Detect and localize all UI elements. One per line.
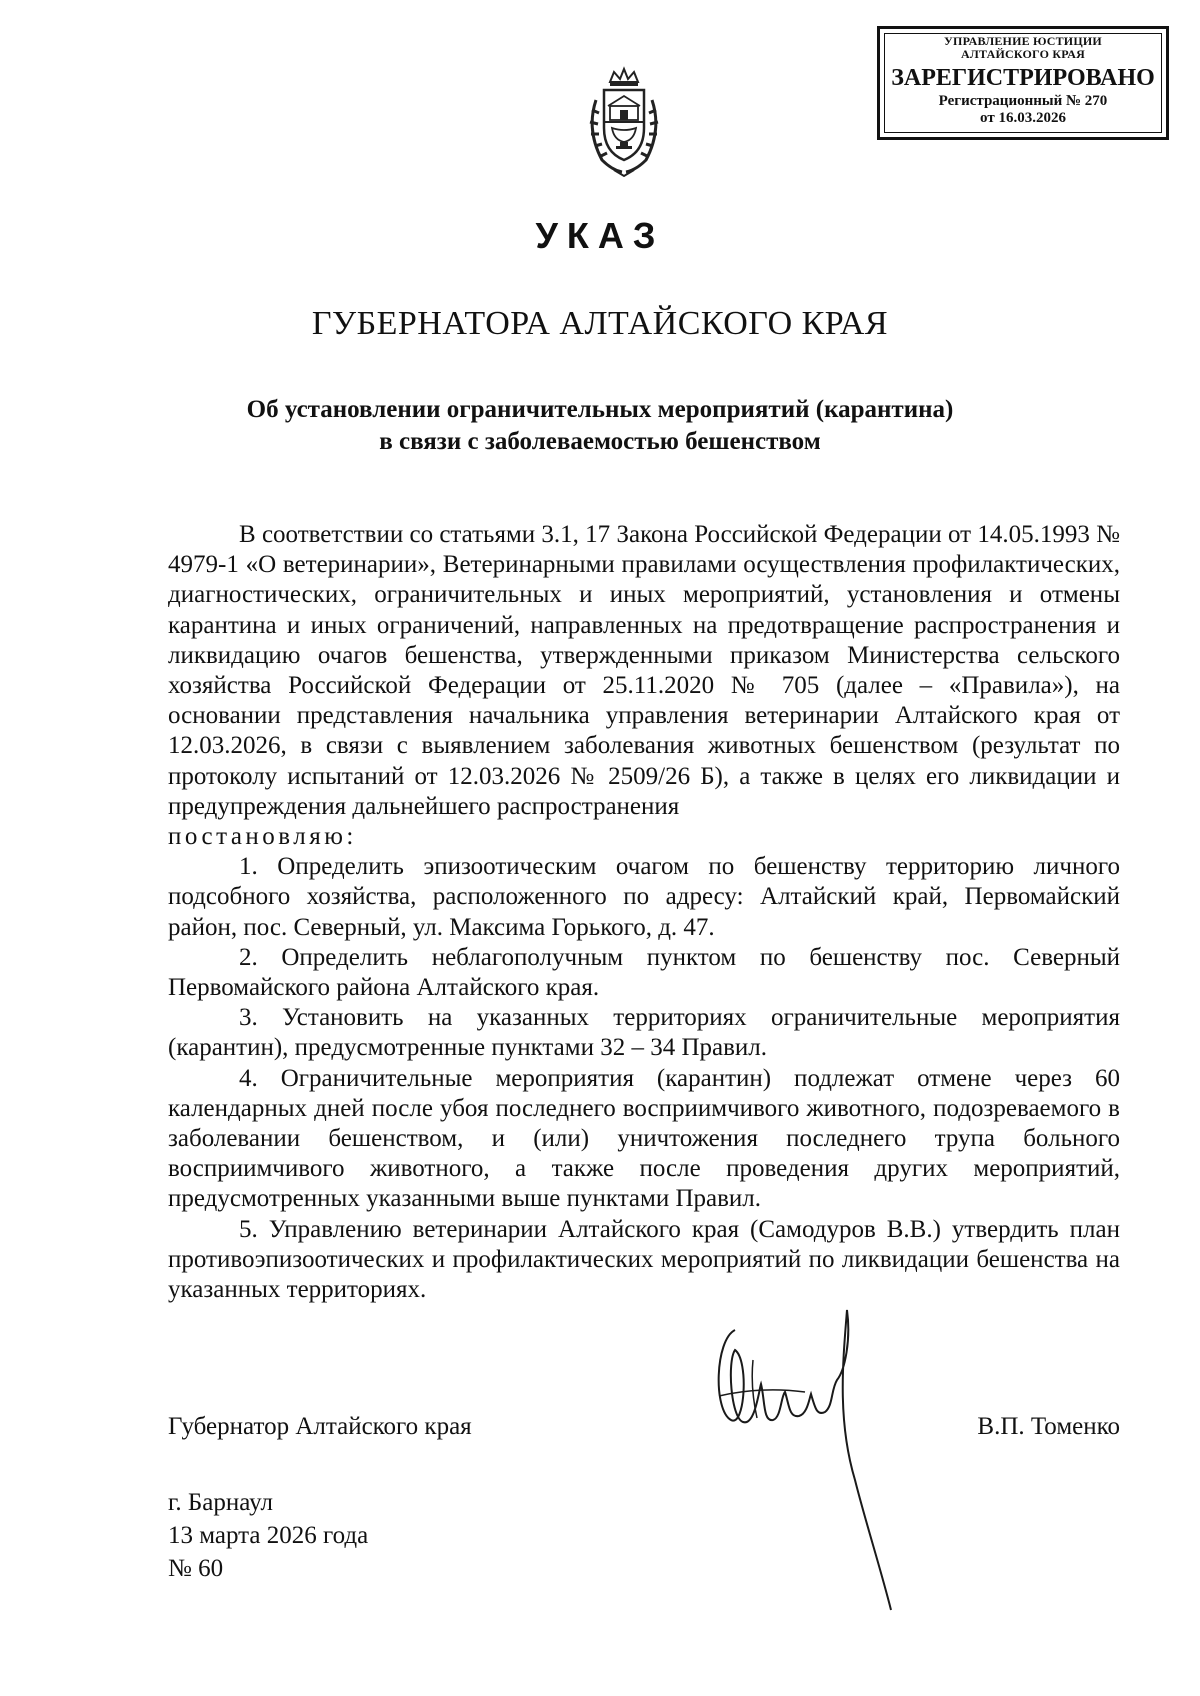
clause-1: 1. Определить эпизоотическим очагом по бешенству территорию личного подсобного хозяйства, расположенного по адресу: Алтайский край, Первомайский район, пос. Северный, ул. Максима Горького, д. 47. — [168, 853, 1120, 941]
document-subject — [0, 394, 1200, 458]
clause-2: 2. Определить неблагополучным пунктом по бешенству пос. Северный Первомайского района Алтайского края. — [168, 943, 1120, 1002]
preamble-paragraph: В соответствии со статьями 3.1, 17 Закона Российской Федерации от 14.05.1993 № 4979-1 «О ветеринарии», Ветеринарными правилами осуществления профилактических, диагностических, ограничительных и иных мероприятий, установления и отмены карантина и иных ограничений, направленных на предотвращение распространения и ликвидацию очагов бешенства, утвержденными приказом Министерства сельского хозяйства Российской Федерации от 25.11.2020 № 705 (далее – «Правила»), на основании представления начальника управления ветеринарии Алтайского края от 12.03.2026, в связи с выявлением заболевания животных бешенством (результат по протоколу испытаний от 12.03.2026 № 2509/26 Б), а также в целях его ликвидации и предупреждения дальнейшего распространения — [168, 521, 1120, 820]
stamp-status: ЗАРЕГИСТРИРОВАНО — [891, 65, 1155, 91]
signature-block — [168, 1412, 1120, 1446]
decree-number: № 60 — [168, 1555, 224, 1582]
subject-line-2: в связи с заболеваемостью бешенством — [379, 428, 821, 455]
stamp-reg-number: Регистрационный № 270 — [938, 93, 1108, 109]
document-body — [168, 520, 1120, 1305]
coat-of-arms-icon — [580, 66, 668, 180]
stamp-authority-line1: УПРАВЛЕНИЕ ЮСТИЦИИ — [944, 34, 1102, 48]
decree-word: постановляю: — [168, 823, 357, 851]
subject-line-1: Об установлении ограничительных мероприятий (карантина) — [246, 396, 954, 423]
clause-5: 5. Управлению ветеринарии Алтайского края (Самодуров В.В.) утвердить план противоэпизоотических и профилактических мероприятий по ликвидации бешенства на указанных территориях. — [168, 1215, 1120, 1304]
clause-3: 3. Установить на указанных территориях ограничительные мероприятия (карантин), предусмотренные пунктами 32 – 34 Правил. — [168, 1004, 1120, 1062]
registration-stamp — [877, 26, 1169, 140]
issuer-title: ГУБЕРНАТОРА АЛТАЙСКОГО КРАЯ — [311, 305, 889, 342]
stamp-reg-date: от 16.03.2026 — [980, 110, 1066, 126]
document-type-title: УКАЗ — [535, 215, 665, 256]
issue-city: г. Барнаул — [168, 1489, 273, 1516]
issue-date: 13 марта 2026 года — [168, 1522, 369, 1549]
document-footer — [168, 1486, 368, 1585]
stamp-authority-line2: АЛТАЙСКОГО КРАЯ — [961, 47, 1085, 61]
signatory-name: В.П. Томенко — [977, 1413, 1120, 1440]
handwritten-signature — [705, 1300, 895, 1620]
clause-4: 4. Ограничительные мероприятия (карантин) подлежат отмене через 60 календарных дней после убоя последнего восприимчивого животного, подозреваемого в заболевании бешенством, и (или) уничтожения последнего трупа больного восприимчивого животного, а также после проведения других мероприятий, предусмотренных указанными выше пунктами Правил. — [168, 1064, 1120, 1213]
signatory-title: Губернатор Алтайского края — [168, 1413, 472, 1440]
